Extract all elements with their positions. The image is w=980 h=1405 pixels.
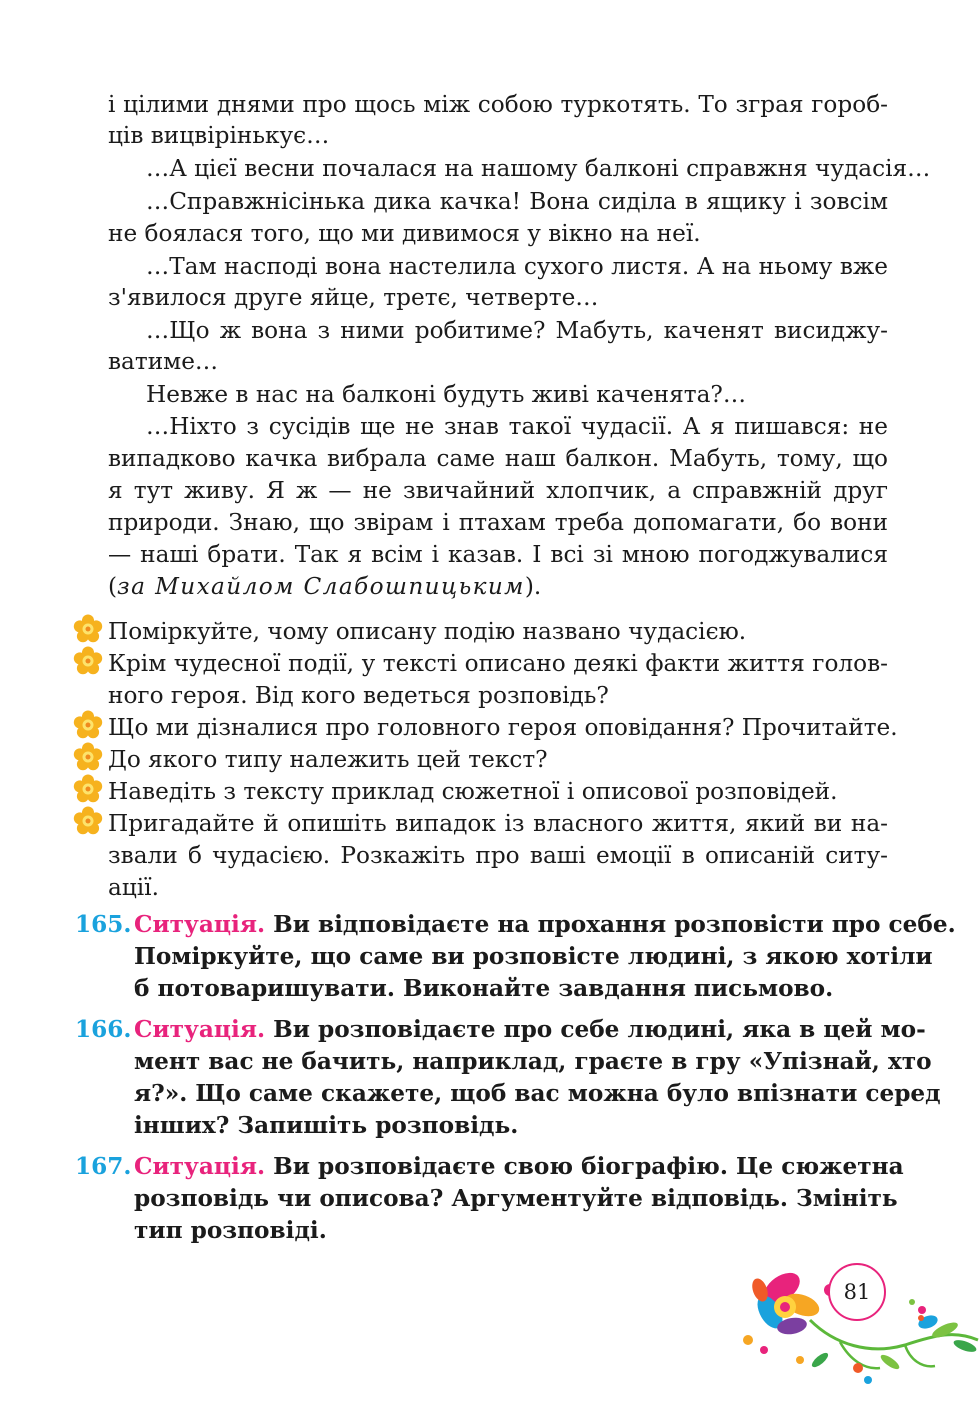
exercise-text: Ви розповідаєте свою біографію. Це сюжетна xyxy=(273,1153,904,1180)
exercise-line: інших? Запишіть розповідь. xyxy=(134,1112,519,1139)
passage-line: …Що ж вона з ними робитиме? Мабуть, каченят висиджу- xyxy=(146,317,888,344)
exercise-line xyxy=(134,1152,904,1182)
flower-bullet-icon xyxy=(73,742,103,772)
passage-line: …Там насподі вона настелила сухого листя. А на ньому вже xyxy=(146,253,888,280)
flower-bullet-icon xyxy=(73,774,103,804)
exercise-line: я?». Що саме скажете, щоб вас можна було впізнати серед xyxy=(134,1080,941,1107)
page-number: 81 xyxy=(843,1280,871,1304)
flower-bullet-icon xyxy=(73,646,103,676)
passage-line: Невже в нас на балконі будуть живі каченята?… xyxy=(146,381,747,408)
question-line: Крім чудесної події, у тексті описано деякі факти життя голов- xyxy=(108,650,888,677)
passage-line: ців вицвірінькує… xyxy=(108,122,330,149)
question-line: ного героя. Від кого ведеться розповідь? xyxy=(108,682,609,709)
passage-line: з'явилося друге яйце, третє, четверте… xyxy=(108,284,599,311)
passage-line: я тут живу. Я ж — не звичайний хлопчик, а справжній друг xyxy=(108,477,888,504)
exercise-line: розповідь чи описова? Аргументуйте відповідь. Змініть xyxy=(134,1185,898,1212)
question-line: Наведіть з тексту приклад сюжетної і описової розповідей. xyxy=(108,778,838,805)
passage-line: не боялася того, що ми дивимося у вікно на неї. xyxy=(108,220,701,247)
question-line: Що ми дізналися про головного героя оповідання? Прочитайте. xyxy=(108,714,898,741)
exercise-number: 166. xyxy=(75,1016,132,1043)
question-line: Пригадайте й опишіть випадок із власного життя, який ви на- xyxy=(108,810,888,837)
passage-line: ватиме… xyxy=(108,348,219,375)
attribution-close: ). xyxy=(524,573,542,600)
floral-ornament-icon xyxy=(740,1250,980,1405)
passage-line: — наші брати. Так я всім і казав. І всі зі мною погоджувалися xyxy=(108,541,888,568)
flower-bullet-icon xyxy=(73,806,103,836)
attribution-line xyxy=(108,572,541,602)
passage-line: …Справжнісінька дика качка! Вона сиділа в ящику і зовсім xyxy=(146,188,888,215)
question-line: До якого типу належить цей текст? xyxy=(108,746,548,773)
exercise-line: мент вас не бачить, наприклад, граєте в гру «Упізнай, хто xyxy=(134,1048,932,1075)
situation-label: Ситуація. xyxy=(134,1016,266,1043)
exercise-text: Ви розповідаєте про себе людині, яка в цей мо- xyxy=(273,1016,926,1043)
question-line: ації. xyxy=(108,874,159,901)
exercise-line: Поміркуйте, що саме ви розповісте людині, з якою хотіли xyxy=(134,943,933,970)
exercise-line: б потоваришувати. Виконайте завдання письмово. xyxy=(134,975,834,1002)
passage-line: …А цієї весни почалася на нашому балконі справжня чудасія… xyxy=(146,155,931,182)
situation-label: Ситуація. xyxy=(134,1153,266,1180)
passage-line: і цілими днями про щось між собою туркотять. То зграя гороб- xyxy=(108,91,888,118)
flower-bullet-icon xyxy=(73,710,103,740)
exercise-number: 165. xyxy=(75,911,132,938)
situation-label: Ситуація. xyxy=(134,911,266,938)
passage-line: природи. Знаю, що звірам і птахам треба допомагати, бо вони xyxy=(108,509,888,536)
exercise-line xyxy=(134,910,956,940)
exercise-text: Ви відповідаєте на прохання розповісти про себе. xyxy=(273,911,956,938)
question-line: звали б чудасією. Розкажіть про ваші емоції в описаній ситу- xyxy=(108,842,888,869)
passage-line: …Ніхто з сусідів ще не знав такої чудасії. А я пишався: не xyxy=(146,413,888,440)
question-line: Поміркуйте, чому описану подію названо чудасією. xyxy=(108,618,747,645)
exercise-line: тип розповіді. xyxy=(134,1217,327,1244)
attribution-author: за Михайлом Слабошпицьким xyxy=(117,573,525,600)
flower-bullet-icon xyxy=(73,614,103,644)
exercise-number: 167. xyxy=(75,1153,132,1180)
exercise-line xyxy=(134,1015,926,1045)
attribution-open: ( xyxy=(108,573,118,600)
passage-line: випадково качка вибрала саме наш балкон. Мабуть, тому, що xyxy=(108,445,888,472)
